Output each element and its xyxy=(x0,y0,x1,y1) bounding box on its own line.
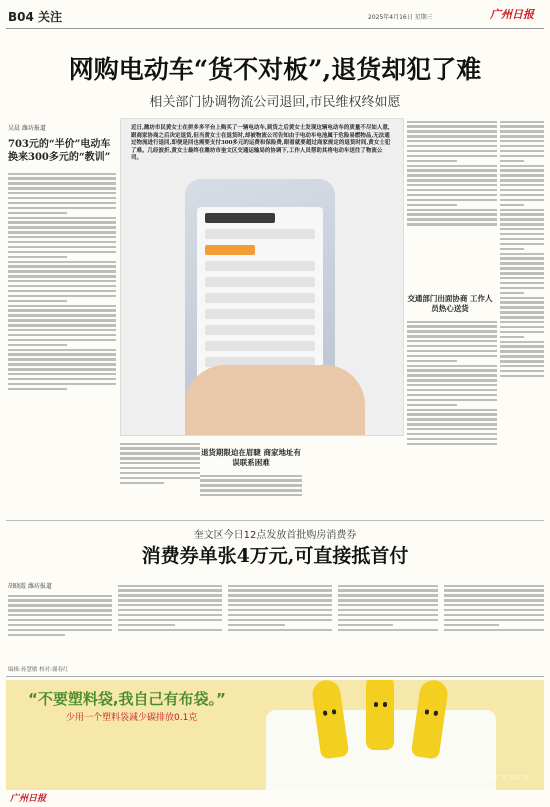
issue-date: 2025年4月16日 星期三 xyxy=(368,14,433,21)
article2-column-5 xyxy=(444,582,544,662)
header-rule xyxy=(6,28,544,29)
banana-image xyxy=(411,680,450,760)
article2-column-2 xyxy=(118,582,222,662)
masthead-logo: 广州日报 xyxy=(490,8,534,21)
ad-subtitle: 少用一个塑料袋减少碳排放0.1克 xyxy=(66,713,198,723)
editor-credit: 编辑:孙慧敏 校对:谢春红 xyxy=(8,667,69,673)
hand-image xyxy=(185,365,365,436)
cloth-bag-image xyxy=(266,710,496,790)
ad-note: “商业广告”公益广告 xyxy=(484,775,530,781)
photo-caption: 近日,潍坊市民黄女士在拼多多平台上购买了一辆电动车,到货之后黄女士发现这辆电动车的质量不尽如人意,跟商家协商之后决定退货,但当黄女士在退货时,却被物流公司告知由于电动车电池属于危险易燃物品,无法通过物流进行退回,即便是回也需要支付300多元的运费和保险费,眼看就要超过商家规定的退货时间,黄女士犯了难。几经波折,黄女士最终在潍坊市奎文区交通运输局的协调下,工作人员帮助其将电动车送往了物流公司。 xyxy=(131,125,391,162)
news-photo xyxy=(120,118,404,436)
body-column-2 xyxy=(120,440,200,512)
article1-byline: 吴晨 潍坊报道 xyxy=(8,125,46,132)
article2-column-4 xyxy=(338,582,438,662)
page-footer xyxy=(0,790,550,807)
phone-image xyxy=(185,179,335,435)
page-number: B04 关注 xyxy=(8,10,63,24)
article2-byline: 胡晓霞 潍坊报道 xyxy=(8,583,52,590)
ad-title: “不要塑料袋,我自己有布袋。” xyxy=(28,690,226,708)
article2-headline: 消费券单张4万元,可直接抵首付 xyxy=(141,545,409,567)
body-column-5 xyxy=(407,118,497,288)
section-rule xyxy=(6,520,544,521)
article2-column-3 xyxy=(228,582,332,662)
section-subtitle-2: 交通部门出面协商 工作人员热心送货 xyxy=(407,294,493,313)
body-column-6 xyxy=(407,318,497,512)
banana-image xyxy=(366,680,394,750)
footer-logo: 广州日报 xyxy=(10,794,47,804)
side-title: 703元的“半价”电动车换来300多元的“教训” xyxy=(8,139,111,163)
ad-rule xyxy=(6,676,544,677)
body-column-3 xyxy=(200,472,302,512)
main-subhead: 相关部门协调物流公司退回,市民维权终如愿 xyxy=(149,95,401,110)
page-header xyxy=(0,0,550,28)
section-subtitle-1: 退货期限迫在眉睫 商家地址有误联系困难 xyxy=(200,448,302,467)
main-headline: 网购电动车“货不对板”,退货却犯了难 xyxy=(68,55,482,84)
body-column-1 xyxy=(8,170,116,510)
public-service-ad xyxy=(6,680,544,790)
banana-image xyxy=(311,680,350,760)
article2-column-1 xyxy=(8,592,112,662)
article2-kicker: 奎文区今日12点发放首批购房消费券 xyxy=(193,530,357,541)
body-column-7 xyxy=(500,118,544,512)
